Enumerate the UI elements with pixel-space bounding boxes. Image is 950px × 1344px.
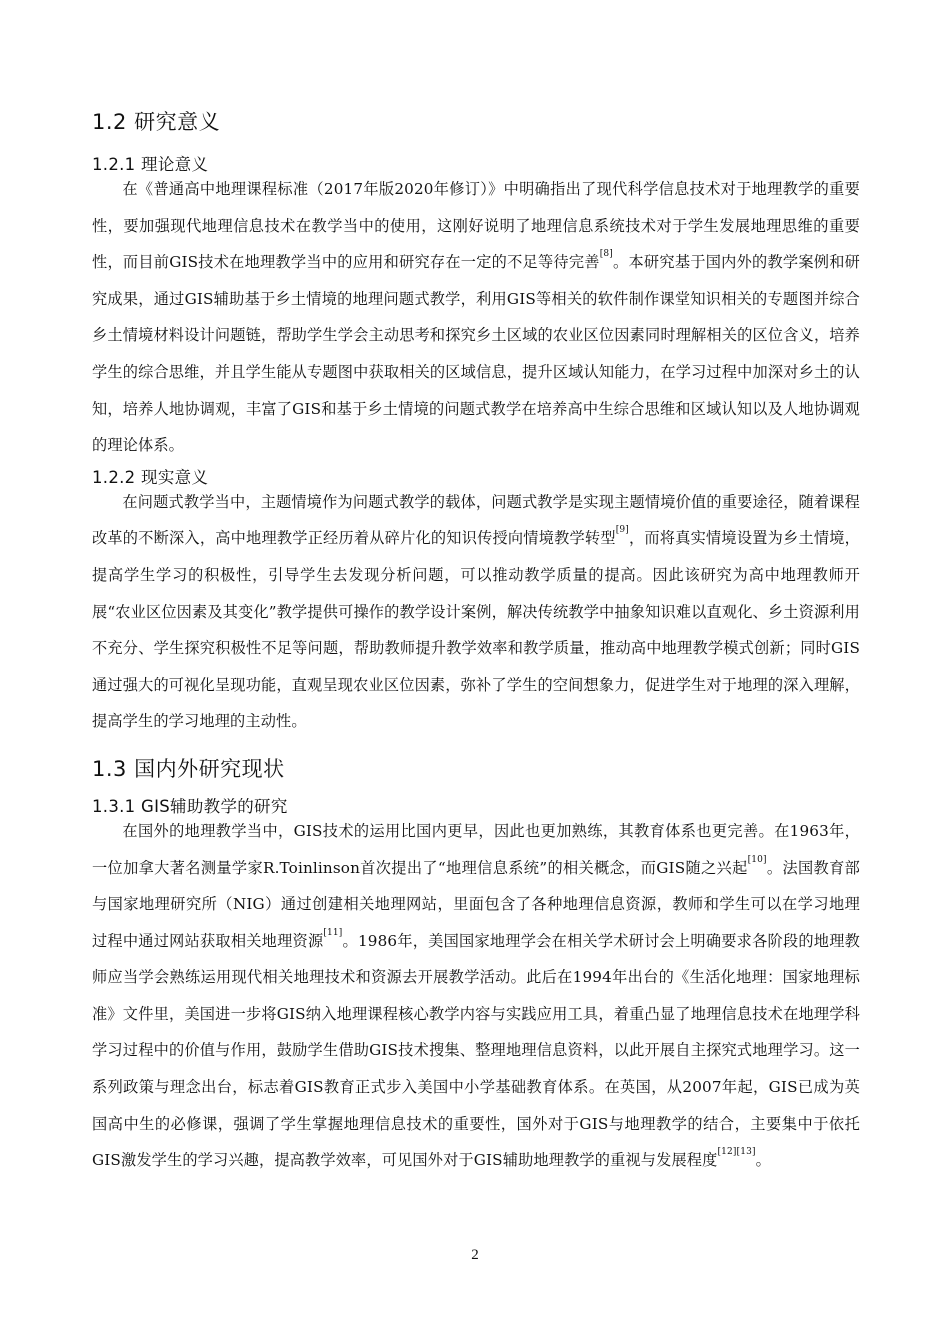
subsection-heading-1-2-2: 1.2.2 现实意义 [92,467,209,487]
paragraph-text: 在问题式教学当中，主题情境作为问题式教学的载体，问题式教学是实现主题情境价值的重要途径，随着课程改革的不断深入，高中地理教学正经历着从碎片化的知识传授向情境教学转型 [92,492,860,548]
citation-ref: [12][13] [717,1147,756,1158]
section-heading-1-3: 1.3 国内外研究现状 [92,756,285,781]
subsection-heading-1-3-1: 1.3.1 GIS辅助教学的研究 [92,796,288,816]
paragraph-theoretical-significance [92,171,860,464]
page-number: 2 [471,1247,479,1263]
paragraph-text: 。 [755,1151,771,1170]
page-content [92,100,860,1179]
citation-ref: [10] [747,854,767,865]
paragraph-text: 。法国教育部与国家地理研究所（NIG）通过创建相关地理网站，里面包含了各种地理信息资源，教师和学生可以在学习地理过程中通过网站获取相关地理资源 [92,858,860,950]
paragraph-text: ，而将真实情境设置为乡土情境，提高学生学习的积极性，引导学生去发现分析问题，可以推动教学质量的提高。因此该研究为高中地理教师开展“农业区位因素及其变化”教学提供可操作的教学设计案例，解决传统教学中抽象知识难以直观化、乡土资源利用不充分、学生探究积极性不足等问题，帮助教师提升教学效率和教学质量，推动高中地理教学模式创新；同时GIS通过强大的可视化呈现功能，直观呈现农业区位因素，弥补了学生的空间想象力，促进学生对于地理的深入理解，提高学生的学习地理的主动性。 [92,529,860,731]
paragraph-text: 在国外的地理教学当中，GIS技术的运用比国内更早，因此也更加熟练，其教育体系也更完善。在1963年，一位加拿大著名测量学家R.Toinlinson首次提出了“地理信息系统”的相关概念，而GIS随之兴起 [92,821,860,877]
citation-ref: [8] [599,249,613,260]
section-heading-1-2: 1.2 研究意义 [92,110,221,134]
paragraph-text: 。本研究基于国内外的教学案例和研究成果，通过GIS辅助基于乡土情境的地理问题式教学，利用GIS等相关的软件制作课堂知识相关的专题图并综合乡土情境材料设计问题链，帮助学生学会主动思考和探究乡土区域的农业区位因素同时理解相关的区位含义，培养学生的综合思维，并且学生能从专题图中获取相关的区域信息，提升区域认知能力，在学习过程中加深对乡土的认知，培养人地协调观，丰富了GIS和基于乡土情境的问题式教学在培养高中生综合思维和区域认知以及人地协调观的理论体系。 [92,253,860,455]
citation-ref: [11] [323,927,343,938]
paragraph-text: 在《普通高中地理课程标准（2017年版2020年修订）》中明确指出了现代科学信息技术对于地理教学的重要性，要加强现代地理信息技术在教学当中的使用，这刚好说明了地理信息系统技术对于学生发展地理思维的重要性，而目前GIS技术在地理教学当中的应用和研究存在一定的不足等待完善 [92,180,860,272]
citation-ref: [9] [615,525,629,536]
subsection-heading-1-2-1: 1.2.1 理论意义 [92,155,209,174]
paragraph-practical-significance [92,484,860,740]
paragraph-text: 。1986年，美国国家地理学会在相关学术研讨会上明确要求各阶段的地理教师应当学会熟练运用现代相关地理技术和资源去开展教学活动。此后在1994年出台的《生活化地理：国家地理标准》文件里，美国进一步将GIS纳入地理课程核心教学内容与实践应用工具，着重凸显了地理信息技术在地理学科学习过程中的价值与作用，鼓励学生借助GIS技术搜集、整理地理信息资料，以此开展自主探究式地理学习。这一系列政策与理念出台，标志着GIS教育正式步入美国中小学基础教育体系。在英国，从2007年起，GIS已成为英国高中生的必修课，强调了学生掌握地理信息技术的重要性，国外对于GIS与地理教学的结合，主要集中于依托GIS激发学生的学习兴趣，提高教学效率，可见国外对于GIS辅助地理教学的重视与发展程度 [92,931,861,1170]
paragraph-gis-teaching-research [92,813,860,1179]
